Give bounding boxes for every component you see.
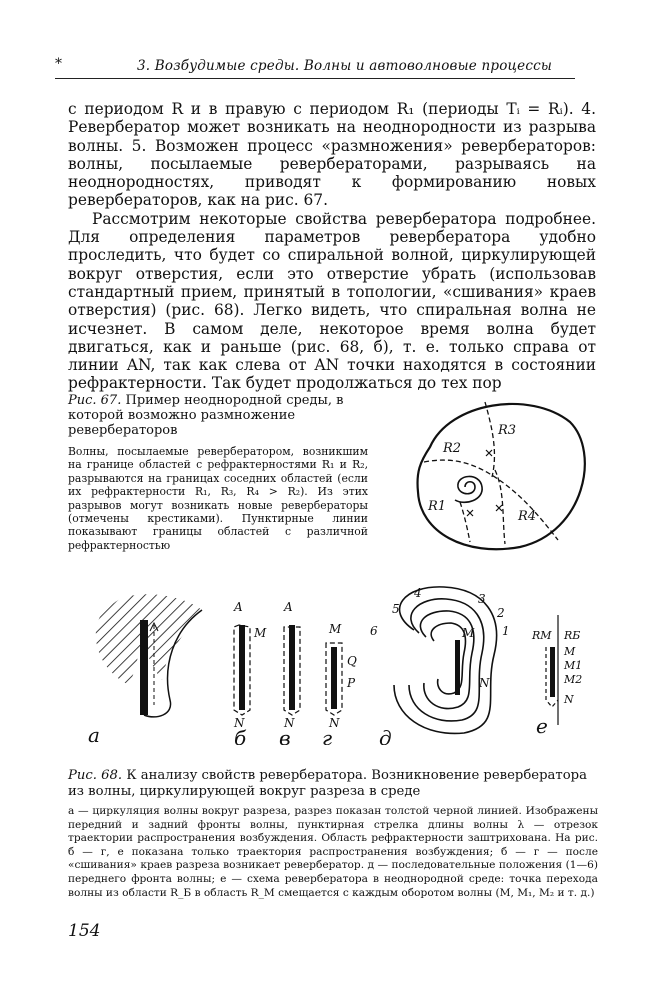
point-label-n-v: N xyxy=(284,716,295,730)
point-label-m-e: M xyxy=(564,645,576,658)
paragraph-1: с периодом R и в правую с периодом R₁ (периоды Tᵢ = Rᵢ). 4. Ревербератор может возникать на неоднородности из разрыва волны. 5. Возможен процесс «размножения» ревербераторов: волны, посылаемые ревербераторами, разрываясь на неоднородностях, приводят к формированию новых ревербераторов, как на рис. 67. xyxy=(68,100,596,210)
point-label-n-d: N xyxy=(479,676,490,690)
figure-68-title-line xyxy=(68,768,598,799)
figure-67-title-line xyxy=(68,393,368,438)
point-label-n-g: N xyxy=(329,716,340,730)
cut-line-v xyxy=(289,625,295,710)
refractory-region xyxy=(96,594,202,685)
point-label-a-b: A xyxy=(234,600,243,614)
panel-a xyxy=(88,594,202,745)
page-number: 154 xyxy=(68,921,101,941)
cut-line-d xyxy=(455,640,460,695)
panel-label-g: г xyxy=(322,726,333,745)
panel-e xyxy=(531,615,582,738)
point-label-q-g: Q xyxy=(347,654,357,668)
front-number-6: 6 xyxy=(370,624,378,638)
front-3 xyxy=(431,623,465,694)
front-number-2: 2 xyxy=(497,606,505,620)
point-label-a-v: A xyxy=(284,600,293,614)
figure-67-caption xyxy=(68,393,368,552)
panel-d xyxy=(370,586,510,745)
paragraph-2: Рассмотрим некоторые свойства ревербератора подробнее. Для определения параметров ревербератора удобно проследить, что будет со спиральной волной, циркулирующей вокруг отверстия, если это отверстие убрать (использовав стандартный прием, принятый в топологии, «сшивания» краев отверстия) (рис. 68). Легко видеть, что спиральная волна не исчезнет. В самом деле, некоторое время волна будет двигаться, как и раньше (рис. 68, б), т. е. только справа от линии AN, так как слева от AN точки находятся в состоянии рефрактерности. Так будет продолжаться до тех пор xyxy=(68,209,596,393)
region-label-r2: R2 xyxy=(443,441,462,456)
figure-68-caption xyxy=(68,768,598,900)
figure-68-diagrams xyxy=(74,575,584,745)
panel-label-a: а xyxy=(88,723,100,745)
body-text xyxy=(68,100,596,393)
cut-line-b xyxy=(239,625,245,710)
front-number-3: 3 xyxy=(478,592,486,606)
running-head-title: 3. Возбудимые среды. Волны и автоволновые процессы xyxy=(137,58,553,74)
panel-label-d: д xyxy=(379,726,392,745)
cross-mark-3 xyxy=(496,505,502,511)
panel-g xyxy=(322,622,357,745)
running-head xyxy=(55,56,575,80)
point-label-m-d: M xyxy=(462,626,475,640)
cut-line xyxy=(140,620,148,715)
point-label-n-b: N xyxy=(234,716,245,730)
cut-line-e xyxy=(550,647,555,697)
point-label-n-e: N xyxy=(564,693,574,706)
point-label-m2-e: M2 xyxy=(564,673,583,686)
point-label-m-b: M xyxy=(254,626,267,640)
figure-67-title: Пример неоднородной среды, в которой возможно размножение ревербераторов xyxy=(68,393,344,438)
panel-label-b: б xyxy=(234,726,247,745)
region-label-r4: R4 xyxy=(518,509,537,524)
front-number-4: 4 xyxy=(414,586,422,600)
figure-67-label: Рис. 67. xyxy=(68,393,122,408)
cross-mark-2 xyxy=(467,510,473,516)
point-label-p-g: P xyxy=(347,676,356,690)
figure-68-title: К анализу свойств ревербератора. Возникновение ревербератора из волны, циркулирующей вокруг разреза в среде xyxy=(68,768,587,799)
region-boundary-1 xyxy=(485,402,494,477)
region-label-r3: R3 xyxy=(498,423,517,438)
panel-label-e: е xyxy=(536,714,548,738)
region-boundary-4 xyxy=(460,502,470,542)
panel-b xyxy=(233,600,267,745)
panel-v xyxy=(279,600,300,745)
cut-line-g xyxy=(331,647,337,709)
panel-label-v: в xyxy=(279,726,291,745)
front-number-5: 5 xyxy=(392,602,400,616)
running-head-marker: * xyxy=(55,56,62,72)
cross-mark-1 xyxy=(486,450,492,456)
point-label-m1-e: M1 xyxy=(564,659,583,672)
point-label-rm-e: RM xyxy=(532,629,552,642)
running-head-rule xyxy=(55,78,575,79)
region-label-r1: R1 xyxy=(428,499,447,514)
point-label-m-g: M xyxy=(329,622,342,636)
figure-68-label: Рис. 68. xyxy=(68,768,123,783)
front-5 xyxy=(409,599,484,721)
figure-67-diagram xyxy=(410,392,590,557)
spiral-wave xyxy=(455,476,482,502)
figure-68-legend: а — циркуляция волны вокруг разреза, разрез показан толстой черной линией. Изображены передний и задний фронты волны, пунктирная стрелка длины волны λ — отрезок траектории распространения возбуждения. Область рефрактерности заштрихована. На рис. б — г, е показана только траектория распространения возбуждения; б — г — после «сшивания» краев разреза возникает ревербератор. д — последовательные положения (1—6) переднего фронта волны; е — схема ревербератора в неоднородной среде: точка перехода волны из области R_Б в область R_М смещается с каждым оборотом волны (M, M₁, M₂ и т. д.) xyxy=(68,805,598,899)
front-number-1: 1 xyxy=(502,624,510,638)
figure-67-legend: Волны, посылаемые ревербератором, возникшим на границе областей с рефрактерностями R₁ и R₂, разрываются на границах соседних областей (если их рефрактерности R₁, R₃, R₄ > R₂). Из этих разрывов могут возникать новые ревербераторы (отмечены крестиками). Пунктирные линии показывают границы областей с различной рефрактерностью xyxy=(68,445,368,552)
point-label-rb-e: RБ xyxy=(564,629,581,642)
